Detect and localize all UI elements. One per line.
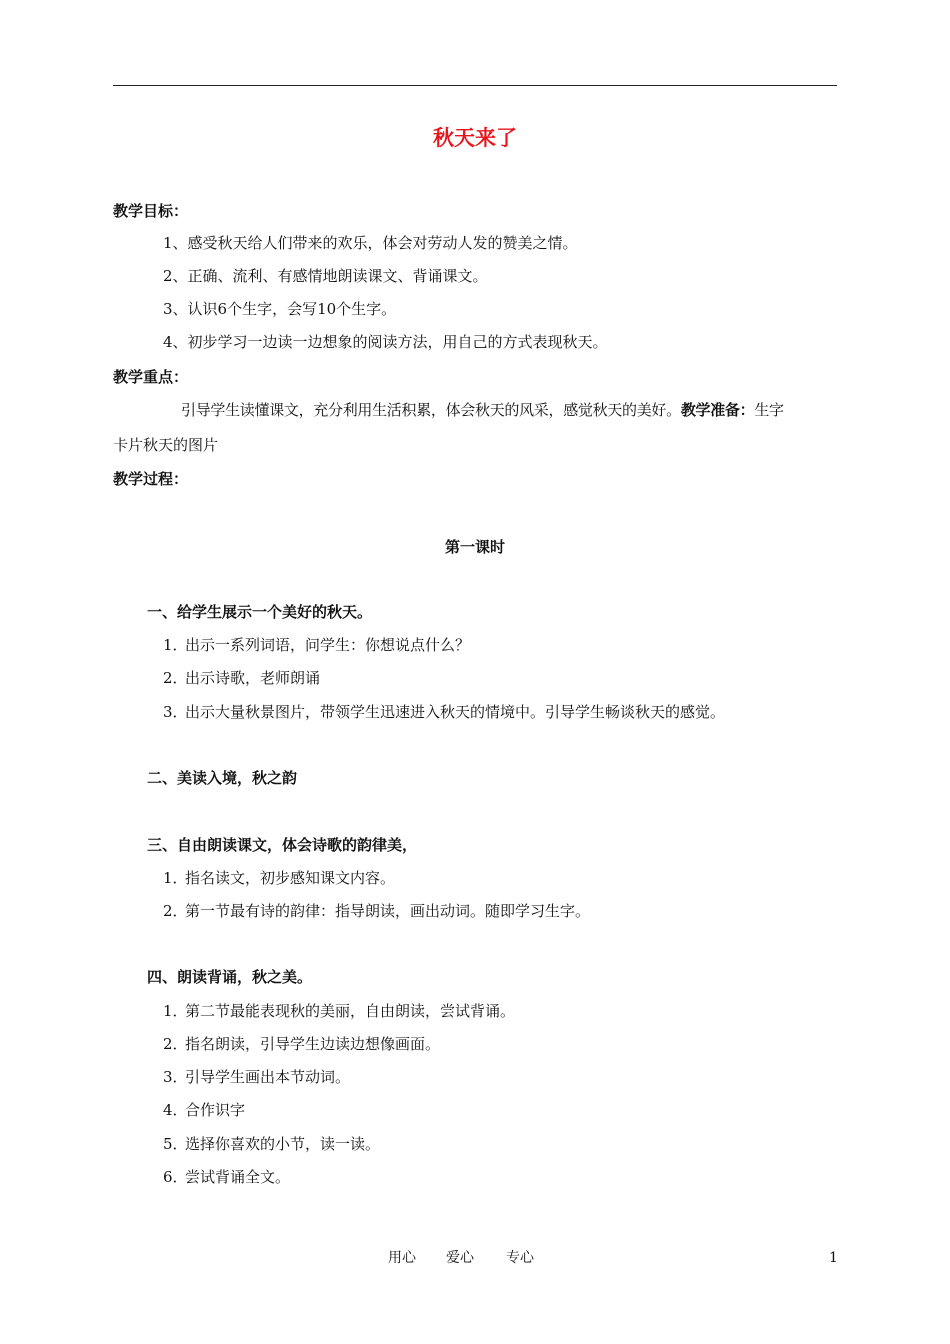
footer-left: 用心 bbox=[388, 1250, 416, 1266]
section-heading-1: 一、给学生展示一个美好的秋天。 bbox=[147, 603, 373, 621]
prep-text-start: 生字 bbox=[754, 401, 784, 419]
list-item: 3．引导学生画出本节动词。 bbox=[163, 1068, 351, 1086]
objective-item-2: 2、正确、流利、有感情地朗读课文、背诵课文。 bbox=[163, 267, 488, 285]
list-item: 3．出示大量秋景图片，带领学生迅速进入秋天的情境中。引导学生畅谈秋天的感觉。 bbox=[163, 703, 726, 721]
list-item: 1．指名读文，初步感知课文内容。 bbox=[163, 869, 396, 887]
section-heading-4: 四、朗读背诵，秋之美。 bbox=[147, 968, 313, 986]
prep-label: 教学准备： bbox=[680, 401, 755, 419]
header-rule bbox=[113, 85, 837, 86]
document-title: 秋天来了 bbox=[433, 125, 517, 150]
objectives-heading: 教学目标： bbox=[113, 202, 189, 220]
list-item: 6．尝试背诵全文。 bbox=[163, 1168, 291, 1186]
key-points-heading: 教学重点： bbox=[113, 368, 189, 386]
prep-text-continued: 卡片秋天的图片 bbox=[113, 436, 219, 454]
list-item: 4．合作识字 bbox=[163, 1101, 246, 1119]
list-item: 5．选择你喜欢的小节，读一读。 bbox=[163, 1135, 381, 1153]
list-item: 2．第一节最有诗的韵律：指导朗读，画出动词。随即学习生字。 bbox=[163, 902, 591, 920]
footer-right: 专心 bbox=[506, 1250, 534, 1266]
list-item: 1．第二节最能表现秋的美丽，自由朗读，尝试背诵。 bbox=[163, 1002, 516, 1020]
list-item: 2．出示诗歌，老师朗诵 bbox=[163, 669, 321, 687]
objective-item-1: 1、感受秋天给人们带来的欢乐，体会对劳动人发的赞美之情。 bbox=[163, 234, 578, 252]
objective-item-4: 4、初步学习一边读一边想象的阅读方法，用自己的方式表现秋天。 bbox=[163, 333, 608, 351]
key-points-text bbox=[181, 400, 837, 420]
key-points-body: 引导学生读懂课文，充分利用生活积累，体会秋天的风采，感觉秋天的美好。 bbox=[181, 401, 681, 419]
lesson-heading: 第一课时 bbox=[444, 538, 505, 556]
objective-item-3: 3、认识6个生字，会写10个生字。 bbox=[163, 300, 397, 318]
page-number: 1 bbox=[829, 1250, 838, 1266]
footer-middle: 爱心 bbox=[446, 1250, 474, 1266]
process-heading: 教学过程： bbox=[113, 470, 189, 488]
list-item: 1．出示一系列词语，问学生：你想说点什么？ bbox=[163, 636, 471, 654]
section-heading-2: 二、美读入境，秋之韵 bbox=[147, 769, 298, 787]
section-heading-3: 三、自由朗读课文，体会诗歌的韵律美， bbox=[147, 836, 418, 854]
list-item: 2．指名朗读，引导学生边读边想像画面。 bbox=[163, 1035, 441, 1053]
